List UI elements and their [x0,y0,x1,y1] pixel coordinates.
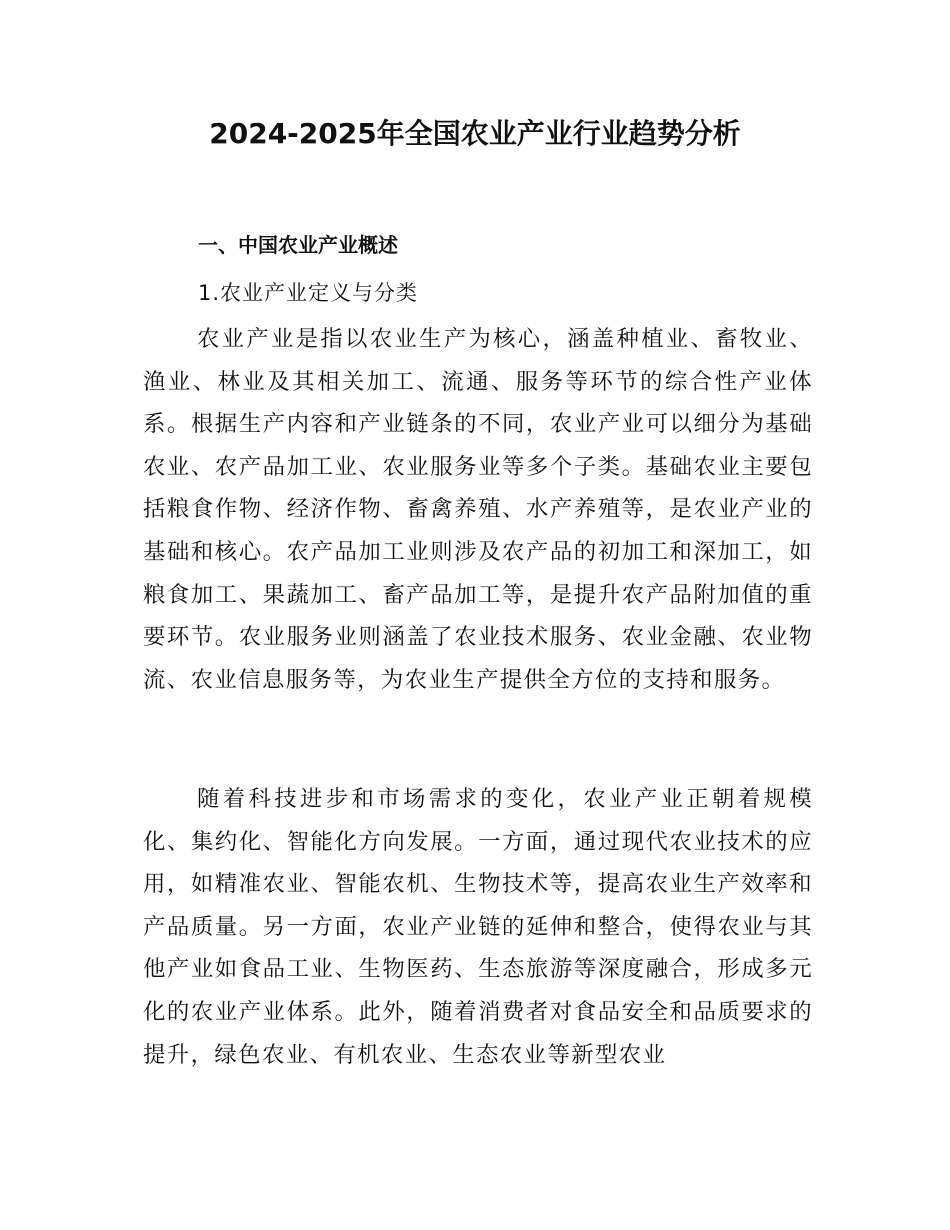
document-title: 2024-2025年全国农业产业行业趋势分析 [209,117,741,150]
body-paragraph-2: 随着科技进步和市场需求的变化，农业产业正朝着规模化、集约化、智能化方向发展。一方面，通过现代农业技术的应用，如精准农业、智能农机、生物技术等，提高农业生产效率和产品质量。另一方面，农业产业链的延伸和整合，使得农业与其他产业如食品工业、生物医药、生态旅游等深度融合，形成多元化的农业产业体系。此外，随着消费者对食品安全和品质要求的提升，绿色农业、有机农业、生态农业等新型农业 [143,786,813,1068]
section-heading: 一、中国农业产业概述 [198,233,398,257]
subsection-heading: 1.农业产业定义与分类 [198,281,419,305]
body-paragraph-1: 农业产业是指以农业生产为核心，涵盖种植业、畜牧业、渔业、林业及其相关加工、流通、服务等环节的综合性产业体系。根据生产内容和产业链条的不同，农业产业可以细分为基础农业、农产品加工业、农业服务业等多个子类。基础农业主要包括粮食作物、经济作物、畜禽养殖、水产养殖等，是农业产业的基础和核心。农产品加工业则涉及农产品的初加工和深加工，如粮食加工、果蔬加工、畜产品加工等，是提升农产品附加值的重要环节。农业服务业则涵盖了农业技术服务、农业金融、农业物流、农业信息服务等，为农业生产提供全方位的支持和服务。 [143,326,813,693]
